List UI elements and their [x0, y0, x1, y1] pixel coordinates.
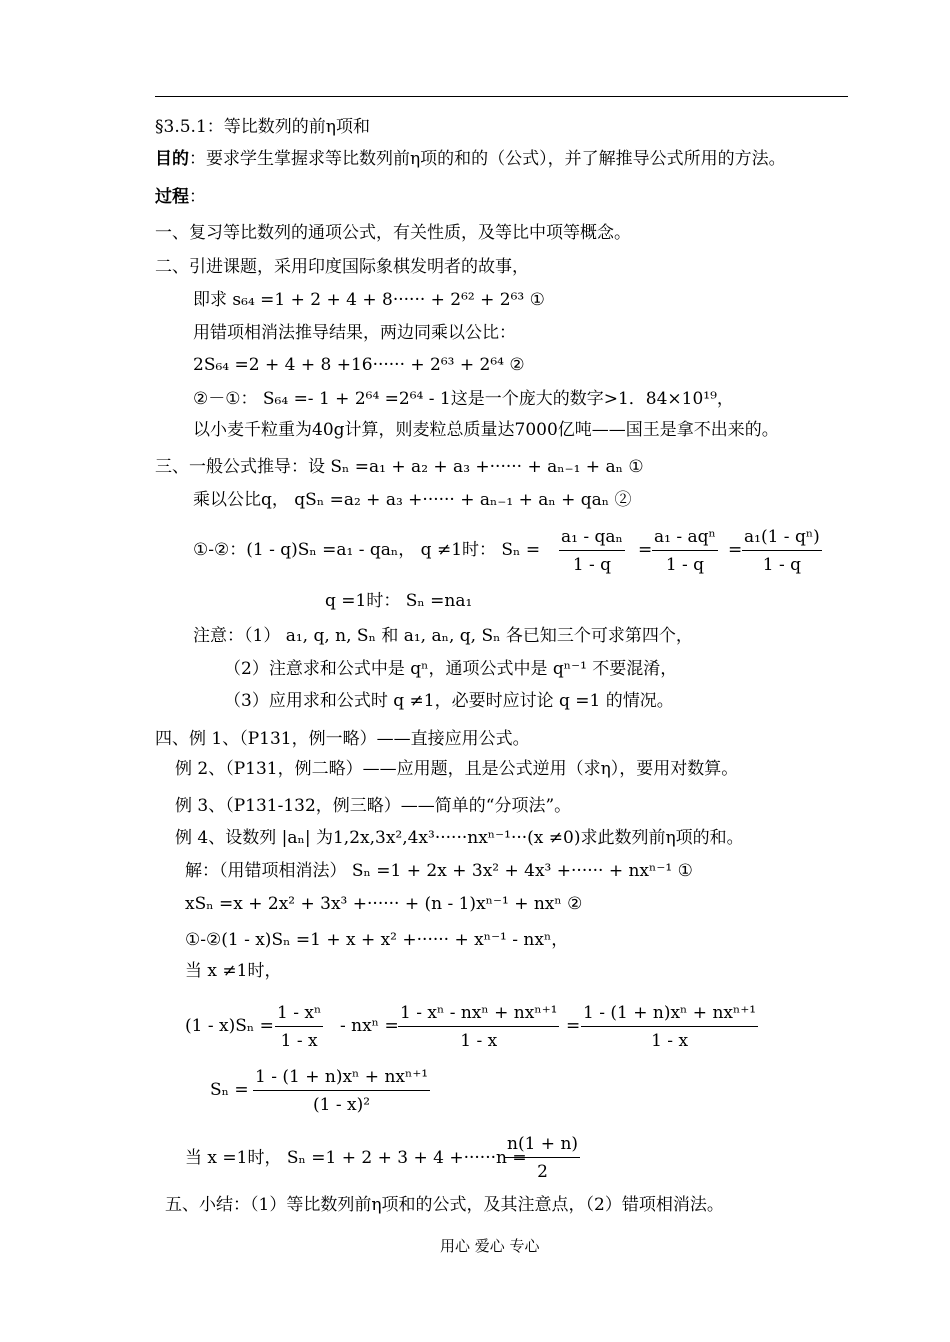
s3-fraction-1 — [559, 526, 625, 576]
solution-5-fraction-3-denominator: 1 - x — [651, 1031, 689, 1051]
solution-line-3: ①-②(1 - x)Sₙ =1 + x + x² +······ + xⁿ⁻¹ - nxⁿ， — [185, 930, 569, 950]
solution-5-middle: - nxⁿ = — [340, 1016, 399, 1036]
s2-result-line: ②－①： S₆₄ =- 1 + 2⁶⁴ =2⁶⁴ - 1这是一个庞大的数字>1．84×10¹⁹， — [193, 389, 734, 409]
solution-5-left: (1 - x)Sₙ = — [185, 1016, 274, 1036]
s3-fraction-2 — [652, 526, 718, 576]
solution-5-fraction-1-denominator: 1 - x — [280, 1031, 318, 1051]
purpose-line — [155, 148, 786, 170]
example-4: 例 4、设数列 |aₙ| 为1,2x,3x²,4x³······nxⁿ⁻¹···(x ≠0)求此数列前η项的和。 — [175, 828, 744, 848]
note-2: （2）注意求和公式中是 qⁿ，通项公式中是 qⁿ⁻¹ 不要混淆， — [224, 659, 678, 679]
process-label: 过程 — [155, 187, 189, 207]
note-3: （3）应用求和公式时 q ≠1，必要时应讨论 q =1 的情况。 — [224, 691, 674, 711]
section-2: 二、引进课题，采用印度国际象棋发明者的故事， — [155, 257, 529, 277]
solution-6-fraction — [253, 1066, 430, 1116]
s2-equation-1: 即求 s₆₄ =1 + 2 + 4 + 8······ + 2⁶² + 2⁶³ ① — [193, 290, 545, 310]
example-2: 例 2、（P131，例二略）——应用题，且是公式逆用（求η），要用对数算。 — [175, 759, 739, 779]
solution-5-fraction-2 — [398, 1002, 559, 1052]
header-rule — [155, 96, 848, 97]
s2-wheat-line: 以小麦千粒重为40g计算，则麦粒总质量达7000亿吨——国王是拿不出来的。 — [193, 420, 779, 440]
s2-method-line: 用错项相消法推导结果，两边同乘以公比： — [193, 323, 516, 343]
solution-line-4: 当 x ≠1时， — [185, 961, 282, 981]
solution-6-denominator: (1 - x)² — [313, 1095, 371, 1115]
section-3: 三、一般公式推导：设 Sₙ =a₁ + a₂ + a₃ +······ + aₙ₋₁ + aₙ ① — [155, 457, 644, 477]
solution-line-1: 解：（用错项相消法） Sₙ =1 + 2x + 3x² + 4x³ +······ + nxⁿ⁻¹ ① — [185, 861, 693, 881]
s3-q-equals-1: q =1时： Sₙ =na₁ — [325, 591, 473, 611]
example-3: 例 3、（P131-132，例三略）——简单的“分项法”。 — [175, 796, 572, 816]
s3-fraction-2-numerator: a₁ - aqⁿ — [652, 526, 718, 551]
s3-fraction-3 — [742, 526, 822, 576]
purpose-text: ：要求学生掌握求等比数列前η项的和的（公式），并了解推导公式所用的方法。 — [189, 149, 786, 169]
s3-equation-2: 乘以公比q， qSₙ =a₂ + a₃ +······ + aₙ₋₁ + aₙ + qaₙ ② — [193, 490, 632, 510]
s3-fraction-3-numerator: a₁(1 - qⁿ) — [742, 526, 822, 551]
example-1: 四、例 1、（P131，例一略）——直接应用公式。 — [155, 729, 530, 749]
equals-sign: = — [728, 540, 743, 560]
solution-5-fraction-1-numerator: 1 - xⁿ — [275, 1002, 323, 1027]
solution-5-fraction-2-numerator: 1 - xⁿ - nxⁿ + nxⁿ⁺¹ — [398, 1002, 559, 1027]
solution-5-fraction-1 — [275, 1002, 323, 1052]
equals-sign: = — [566, 1016, 581, 1036]
solution-7-fraction — [505, 1133, 580, 1183]
section-title: §3.5.1：等比数列的前η项和 — [155, 117, 370, 137]
solution-line-2: xSₙ =x + 2x² + 3x³ +······ + (n - 1)xⁿ⁻¹ + nxⁿ ② — [185, 894, 583, 914]
solution-7-left: 当 x =1时， Sₙ =1 + 2 + 3 + 4 +······n = — [185, 1148, 527, 1168]
s3-fraction-3-denominator: 1 - q — [762, 555, 802, 575]
s3-fraction-1-denominator: 1 - q — [572, 555, 612, 575]
solution-7-numerator: n(1 + n) — [505, 1133, 580, 1158]
s3-fraction-2-denominator: 1 - q — [665, 555, 705, 575]
section-1: 一、复习等比数列的通项公式，有关性质，及等比中项等概念。 — [155, 223, 631, 243]
s3-fraction-1-numerator: a₁ - qaₙ — [559, 526, 625, 551]
process-colon: ： — [189, 187, 206, 207]
solution-7-denominator: 2 — [537, 1162, 548, 1182]
solution-6-left: Sₙ = — [210, 1080, 249, 1100]
purpose-label: 目的 — [155, 149, 189, 169]
s2-equation-2: 2S₆₄ =2 + 4 + 8 +16······ + 2⁶³ + 2⁶⁴ ② — [193, 355, 525, 375]
solution-5-fraction-3-numerator: 1 - (1 + n)xⁿ + nxⁿ⁺¹ — [581, 1002, 758, 1027]
s3-derivation-left: ①-②：(1 - q)Sₙ =a₁ - qaₙ， q ≠1时： Sₙ = — [193, 540, 541, 560]
note-1: 注意：（1） a₁, q, n, Sₙ 和 a₁, aₙ, q, Sₙ 各已知三个可求第四个， — [193, 626, 693, 646]
equals-sign: = — [638, 540, 653, 560]
solution-5-fraction-3 — [581, 1002, 758, 1052]
section-5-summary: 五、小结：（1）等比数列前η项和的公式，及其注意点，（2）错项相消法。 — [165, 1195, 724, 1215]
solution-6-numerator: 1 - (1 + n)xⁿ + nxⁿ⁺¹ — [253, 1066, 430, 1091]
page-footer: 用心 爱心 专心 — [440, 1237, 540, 1255]
solution-5-fraction-2-denominator: 1 - x — [460, 1031, 498, 1051]
process-heading — [155, 186, 206, 208]
